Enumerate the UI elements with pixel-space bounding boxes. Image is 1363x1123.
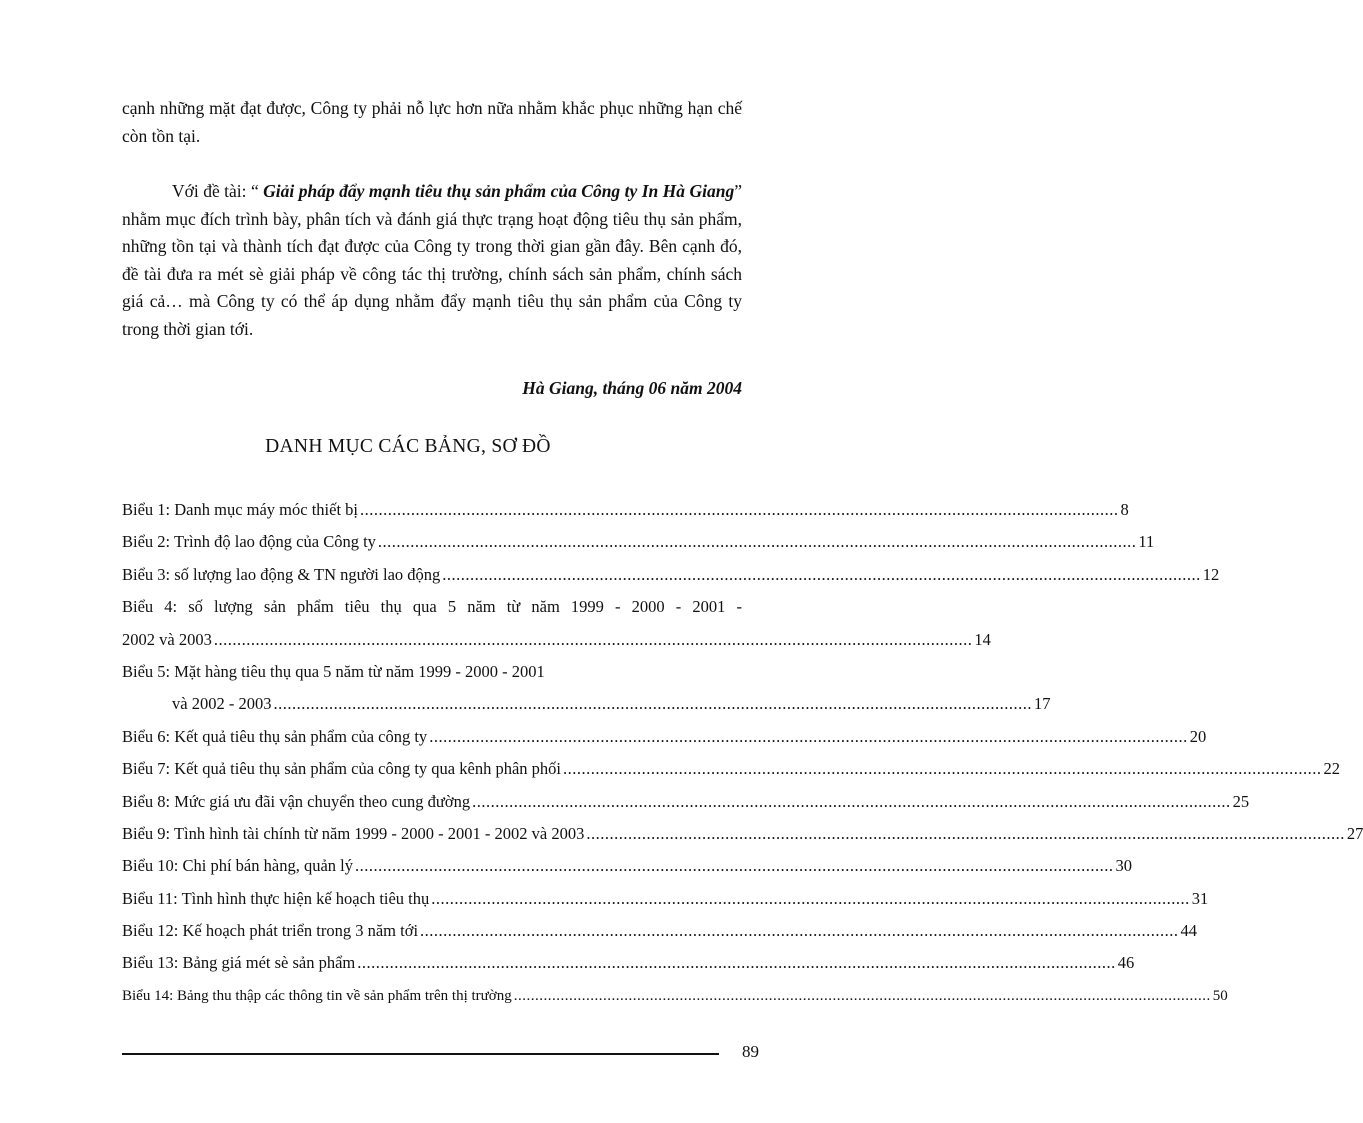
p2-lead: Với đề tài: “ [172, 181, 264, 201]
toc-entry-title: Biểu 8: Mức giá ưu đãi vận chuyển theo cung đường [122, 791, 471, 811]
toc-page-number: 50 [1212, 987, 1228, 1004]
toc-entry-5-line-1[interactable]: Biểu 5: Mặt hàng tiêu thụ qua 5 năm từ năm 1999 - 2000 - 2001 [122, 661, 545, 681]
toc-entry-13[interactable] [122, 952, 1135, 984]
leader-dots: .................................................................................................................................................................... [273, 694, 1032, 714]
toc-entry-title: 2002 và 2003 [122, 629, 212, 649]
toc-page-number: 31 [1191, 888, 1209, 908]
toc-page-number: 20 [1189, 726, 1207, 746]
toc-entry-10[interactable] [122, 855, 1132, 887]
toc-page-number: 22 [1323, 759, 1340, 779]
toc-page-number: 44 [1180, 921, 1198, 941]
leader-dots: .................................................................................................................................................................... [442, 564, 1201, 584]
leader-dots: .................................................................................................................................................................... [213, 629, 973, 649]
toc-entry-5[interactable] [122, 693, 1051, 725]
leader-dots: .................................................................................................................................................................... [429, 726, 1188, 746]
toc-entry-2[interactable] [122, 531, 1155, 563]
toc-entry-4[interactable] [122, 629, 991, 661]
place-date-signature: Hà Giang, tháng 06 năm 2004 [522, 378, 742, 398]
thesis-title: Giải pháp đẩy mạnh tiêu thụ sản phẩm của Công ty In Hà Giang [263, 181, 735, 201]
table-of-contents [122, 499, 1363, 1017]
leader-dots: .................................................................................................................................................................... [420, 921, 1179, 941]
toc-entry-title: Biểu 11: Tình hình thực hiện kế hoạch tiêu thụ [122, 888, 430, 908]
leader-dots: .................................................................................................................................................................... [354, 856, 1114, 876]
toc-page-number: 11 [1138, 532, 1155, 552]
toc-entry-9[interactable] [122, 823, 1363, 855]
leader-dots: .................................................................................................................................................................... [377, 532, 1137, 552]
p2-rest: ” nhằm mục đích trình bày, phân tích và đánh giá thực trạng hoạt động tiêu thụ sản phẩm, những tồn tại và thành tích đạt được của Công ty trong thời gian gần đây. Bên cạnh đó, đề tài đưa ra mét sè giải pháp về công tác thị trường, chính sách sản phẩm, chính sách giá cả… mà Công ty có thể áp dụng nhằm đẩy mạnh tiêu thụ sản phẩm của Công ty trong thời gian tới. [122, 181, 742, 339]
toc-page-number: 46 [1117, 953, 1135, 973]
toc-entry-title: Biểu 2: Trình độ lao động của Công ty [122, 532, 376, 552]
toc-entry-title: Biểu 6: Kết quả tiêu thụ sản phẩm của công ty [122, 726, 428, 746]
toc-entry-11[interactable] [122, 888, 1209, 920]
leader-dots: .................................................................................................................................................................... [360, 500, 1119, 519]
toc-entry-title: Biểu 14: Bảng thu thập các thông tin về sản phẩm trên thị trường [122, 987, 512, 1004]
toc-entry-1[interactable] [122, 499, 1129, 531]
leader-dots: .................................................................................................................................................................... [357, 953, 1116, 973]
toc-page-number: 27 [1346, 823, 1363, 843]
toc-entry-8[interactable] [122, 791, 1250, 823]
toc-entry-4-line-1[interactable]: Biểu 4: số lượng sản phẩm tiêu thụ qua 5 năm từ năm 1999 - 2000 - 2001 - [122, 597, 742, 617]
intro-paragraph-2 [122, 178, 742, 344]
toc-heading: DANH MỤC CÁC BẢNG, SƠ ĐỒ [265, 436, 551, 457]
toc-page-number: 8 [1120, 500, 1129, 519]
toc-entry-6[interactable] [122, 726, 1207, 758]
toc-entry-title: Biểu 12: Kế hoạch phát triển trong 3 năm tới [122, 921, 419, 941]
toc-entry-title: và 2002 - 2003 [172, 694, 272, 714]
toc-entry-title: Biểu 7: Kết quả tiêu thụ sản phẩm của công ty qua kênh phân phối [122, 759, 561, 779]
toc-page-number: 30 [1115, 856, 1132, 876]
toc-entry-3[interactable] [122, 564, 1220, 596]
footer-divider [122, 1053, 719, 1055]
leader-dots: .................................................................................................................................................................... [513, 987, 1211, 1004]
leader-dots: .................................................................................................................................................................... [562, 759, 1322, 779]
toc-page-number: 14 [974, 629, 991, 649]
page-number: 89 [742, 1042, 759, 1061]
toc-entry-title: Biểu 9: Tình hình tài chính từ năm 1999 - 2000 - 2001 - 2002 và 2003 [122, 823, 585, 843]
toc-page-number: 12 [1202, 564, 1220, 584]
toc-entry-title: Biểu 3: số lượng lao động & TN người lao động [122, 564, 441, 584]
intro-paragraph-1: cạnh những mặt đạt được, Công ty phải nỗ lực hơn nữa nhằm khắc phục những hạn chế còn tồn tại. [122, 98, 742, 146]
toc-page-number: 25 [1232, 791, 1250, 811]
leader-dots: .................................................................................................................................................................... [586, 823, 1345, 843]
toc-entry-title: Biểu 10: Chi phí bán hàng, quản lý [122, 856, 353, 876]
toc-entry-title: Biểu 13: Bảng giá mét sè sản phẩm [122, 953, 356, 973]
toc-entry-7[interactable] [122, 758, 1340, 790]
toc-entry-title: Biểu 1: Danh mục máy móc thiết bị [122, 500, 358, 519]
toc-page-number: 17 [1033, 694, 1051, 714]
toc-entry-14[interactable] [122, 985, 1228, 1017]
leader-dots: .................................................................................................................................................................... [472, 791, 1231, 811]
toc-entry-12[interactable] [122, 920, 1198, 952]
leader-dots: .................................................................................................................................................................... [431, 888, 1190, 908]
